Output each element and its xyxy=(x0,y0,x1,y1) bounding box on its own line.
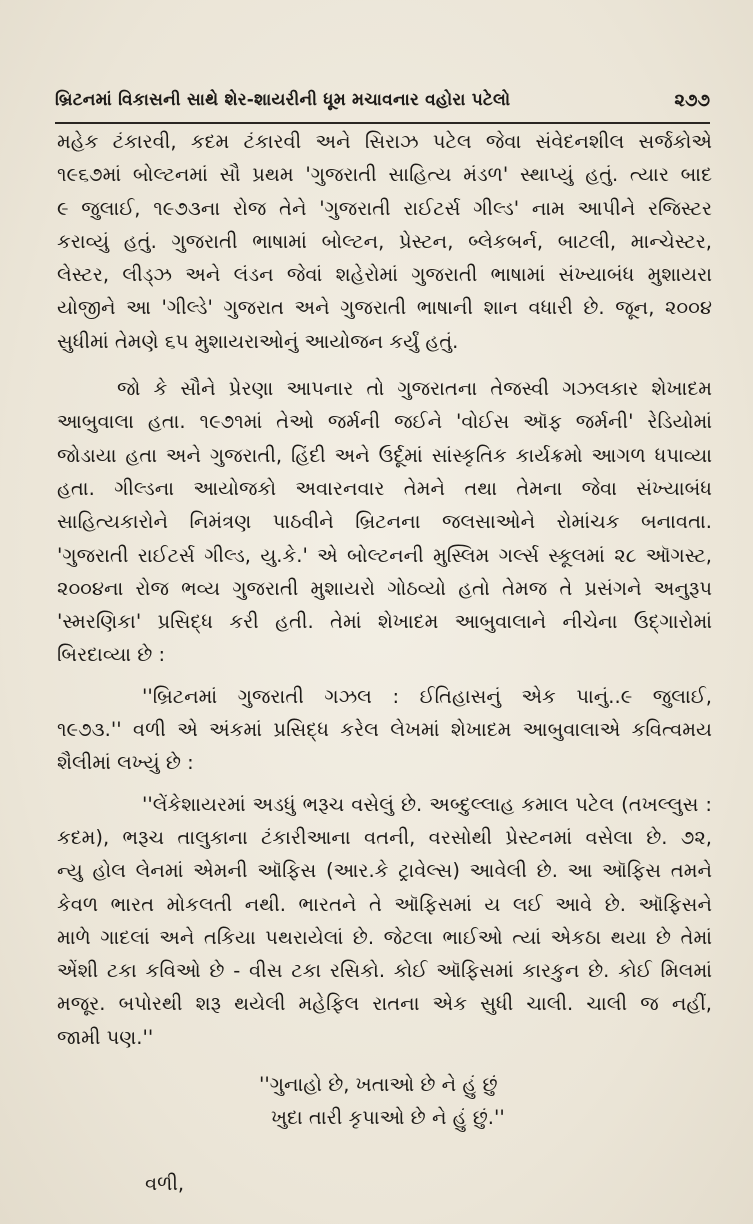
couplet-line: ''ગુનાહો છે, ખતાઓ છે ને હું છું xyxy=(259,1073,498,1097)
text-line: માળે ગાદલાં અને તકિયા પથરાયેલાં છે. જેટલા ભાઈઓ ત્યાં એકઠા થયા છે તેમાં xyxy=(57,925,712,949)
paragraph xyxy=(57,372,712,672)
paragraph xyxy=(57,788,712,1054)
running-title: બ્રિટનમાં વિકાસની સાથે શેર-શાયરીની ધૂમ મચાવનાર વહોરા પટેલો xyxy=(55,90,511,110)
text-line: સુધીમાં તેમણે ૬૫ મુશાયરાઓનું આયોજન કર્યું હતું. xyxy=(57,329,459,353)
text-line: કેવળ ભારત મોકલતી નથી. ભારતને તે ઑફિસમાં ય લઈ આવે છે. ઑફિસને xyxy=(57,892,712,916)
text-line: લેસ્ટર, લીડ્ઝ અને લંડન જેવાં શહેરોમાં ગુજરાતી ભાષામાં સંખ્યાબંધ મુશાયરા xyxy=(57,263,712,287)
text-line: જામી પણ.'' xyxy=(57,1025,154,1049)
couplet-line: ખુદા તારી કૃપાઓ છે ને હું છું.'' xyxy=(271,1106,505,1130)
text-line: સાહિત્યકારોને નિમંત્રણ પાઠવીને બ્રિટનના જલસાઓને રોમાંચક બનાવતા. xyxy=(57,510,712,534)
text-line: ૯ જુલાઈ, ૧૯૭૩ના રોજ તેને 'ગુજરાતી રાઈટર્સ ગીલ્ડ' નામ આપીને રજિસ્ટર xyxy=(57,196,712,220)
paragraph xyxy=(57,680,712,780)
text-line: ''લેંકેશાયરમાં અડધું ભરૂચ વસેલું છે. અબ્દુલ્લાહ કમાલ પટેલ (તખલ્લુસ : xyxy=(142,792,712,816)
body-text xyxy=(57,125,712,1200)
text-line: 'ગુજરાતી રાઈટર્સ ગીલ્ડ, યુ.કે.' એ બોલ્ટનની મુસ્લિમ ગર્લ્સ સ્કૂલમાં ૨૮ ઑગસ્ટ, xyxy=(57,543,712,567)
paragraph xyxy=(57,125,712,358)
text-line: ન્યુ હોલ લેનમાં એમની ઑફિસ (આર.કે ટ્રાવેલ્સ) આવેલી છે. આ ઑફિસ તમને xyxy=(57,859,712,883)
text-line: કદમ), ભરૂચ તાલુકાના ટંકારીઆના વતની, વરસોથી પ્રેસ્ટનમાં વસેલા છે. ૭૨, xyxy=(57,825,712,849)
text-line: જો કે સૌને પ્રેરણા આપનાર તો ગુજરાતના તેજસ્વી ગઝલકાર શેખાદમ xyxy=(117,377,712,401)
text-line: ''બ્રિટનમાં ગુજરાતી ગઝલ : ઈતિહાસનું એક પાનું..૯ જુલાઈ, xyxy=(142,684,712,708)
text-line: મહેક ટંકારવી, કદમ ટંકારવી અને સિરાઝ પટેલ જેવા સંવેદનશીલ સર્જકોએ xyxy=(57,130,712,153)
closing-text: વળી, xyxy=(145,1171,185,1195)
text-line: કરાવ્યું હતું. ગુજરાતી ભાષામાં બોલ્ટન, પ્રેસ્ટન, બ્લેકબર્ન, બાટલી, માન્ચેસ્ટર, xyxy=(57,229,712,253)
page-number: ૨૭૭ xyxy=(674,90,710,111)
text-line: બિરદાવ્યા છે : xyxy=(57,643,166,667)
text-line: આબુવાલા હતા. ૧૯૭૧માં તેઓ જર્મની જઈને 'વોઈસ ઑફ જર્મની' રેડિયોમાં xyxy=(57,410,712,434)
text-line: ૨૦૦૪ના રોજ ભવ્ય ગુજરાતી મુશાયરો ગોઠવ્યો હતો તેમજ તે પ્રસંગને અનુરૂપ xyxy=(57,576,712,600)
text-line: યોજીને આ 'ગીલ્ડે' ગુજરાત અને ગુજરાતી ભાષાની શાન વધારી છે. જૂન, ૨૦૦૪ xyxy=(57,296,712,320)
text-line: ૧૯૬૭માં બોલ્ટનમાં સૌ પ્રથમ 'ગુજરાતી સાહિત્ય મંડળ' સ્થાપ્યું હતું. ત્યાર બાદ xyxy=(57,163,712,187)
text-line: મજૂર. બપોરથી શરૂ થયેલી મહેફિલ રાતના એક સુધી ચાલી. ચાલી જ નહીં, xyxy=(57,992,712,1016)
text-line: 'સ્મરણિકા' પ્રસિદ્ધ કરી હતી. તેમાં શેખાદમ આબુવાલાને નીચેના ઉદ્ગારોમાં xyxy=(57,610,712,634)
page-header xyxy=(55,88,710,124)
text-line: હતા. ગીલ્ડના આયોજકો અવારનવાર તેમને તથા તેમના જેવા સંખ્યાબંધ xyxy=(57,476,712,500)
text-line: શૈલીમાં લખ્યું છે : xyxy=(57,751,194,775)
text-line: એંશી ટકા કવિઓ છે - વીસ ટકા રસિકો. કોઈ ઑફિસમાં કારકુન છે. કોઈ મિલમાં xyxy=(57,959,712,983)
couplet xyxy=(57,1068,712,1135)
text-line: જોડાયા હતા અને ગુજરાતી, હિંદી અને ઉર્દૂમાં સાંસ્કૃતિક કાર્યક્રમો આગળ ધપાવ્યા xyxy=(57,443,712,467)
text-line: ૧૯૭૩.'' વળી એ અંકમાં પ્રસિદ્ધ કરેલ લેખમાં શેખાદમ આબુવાલાએ કવિત્વમય xyxy=(57,718,712,742)
